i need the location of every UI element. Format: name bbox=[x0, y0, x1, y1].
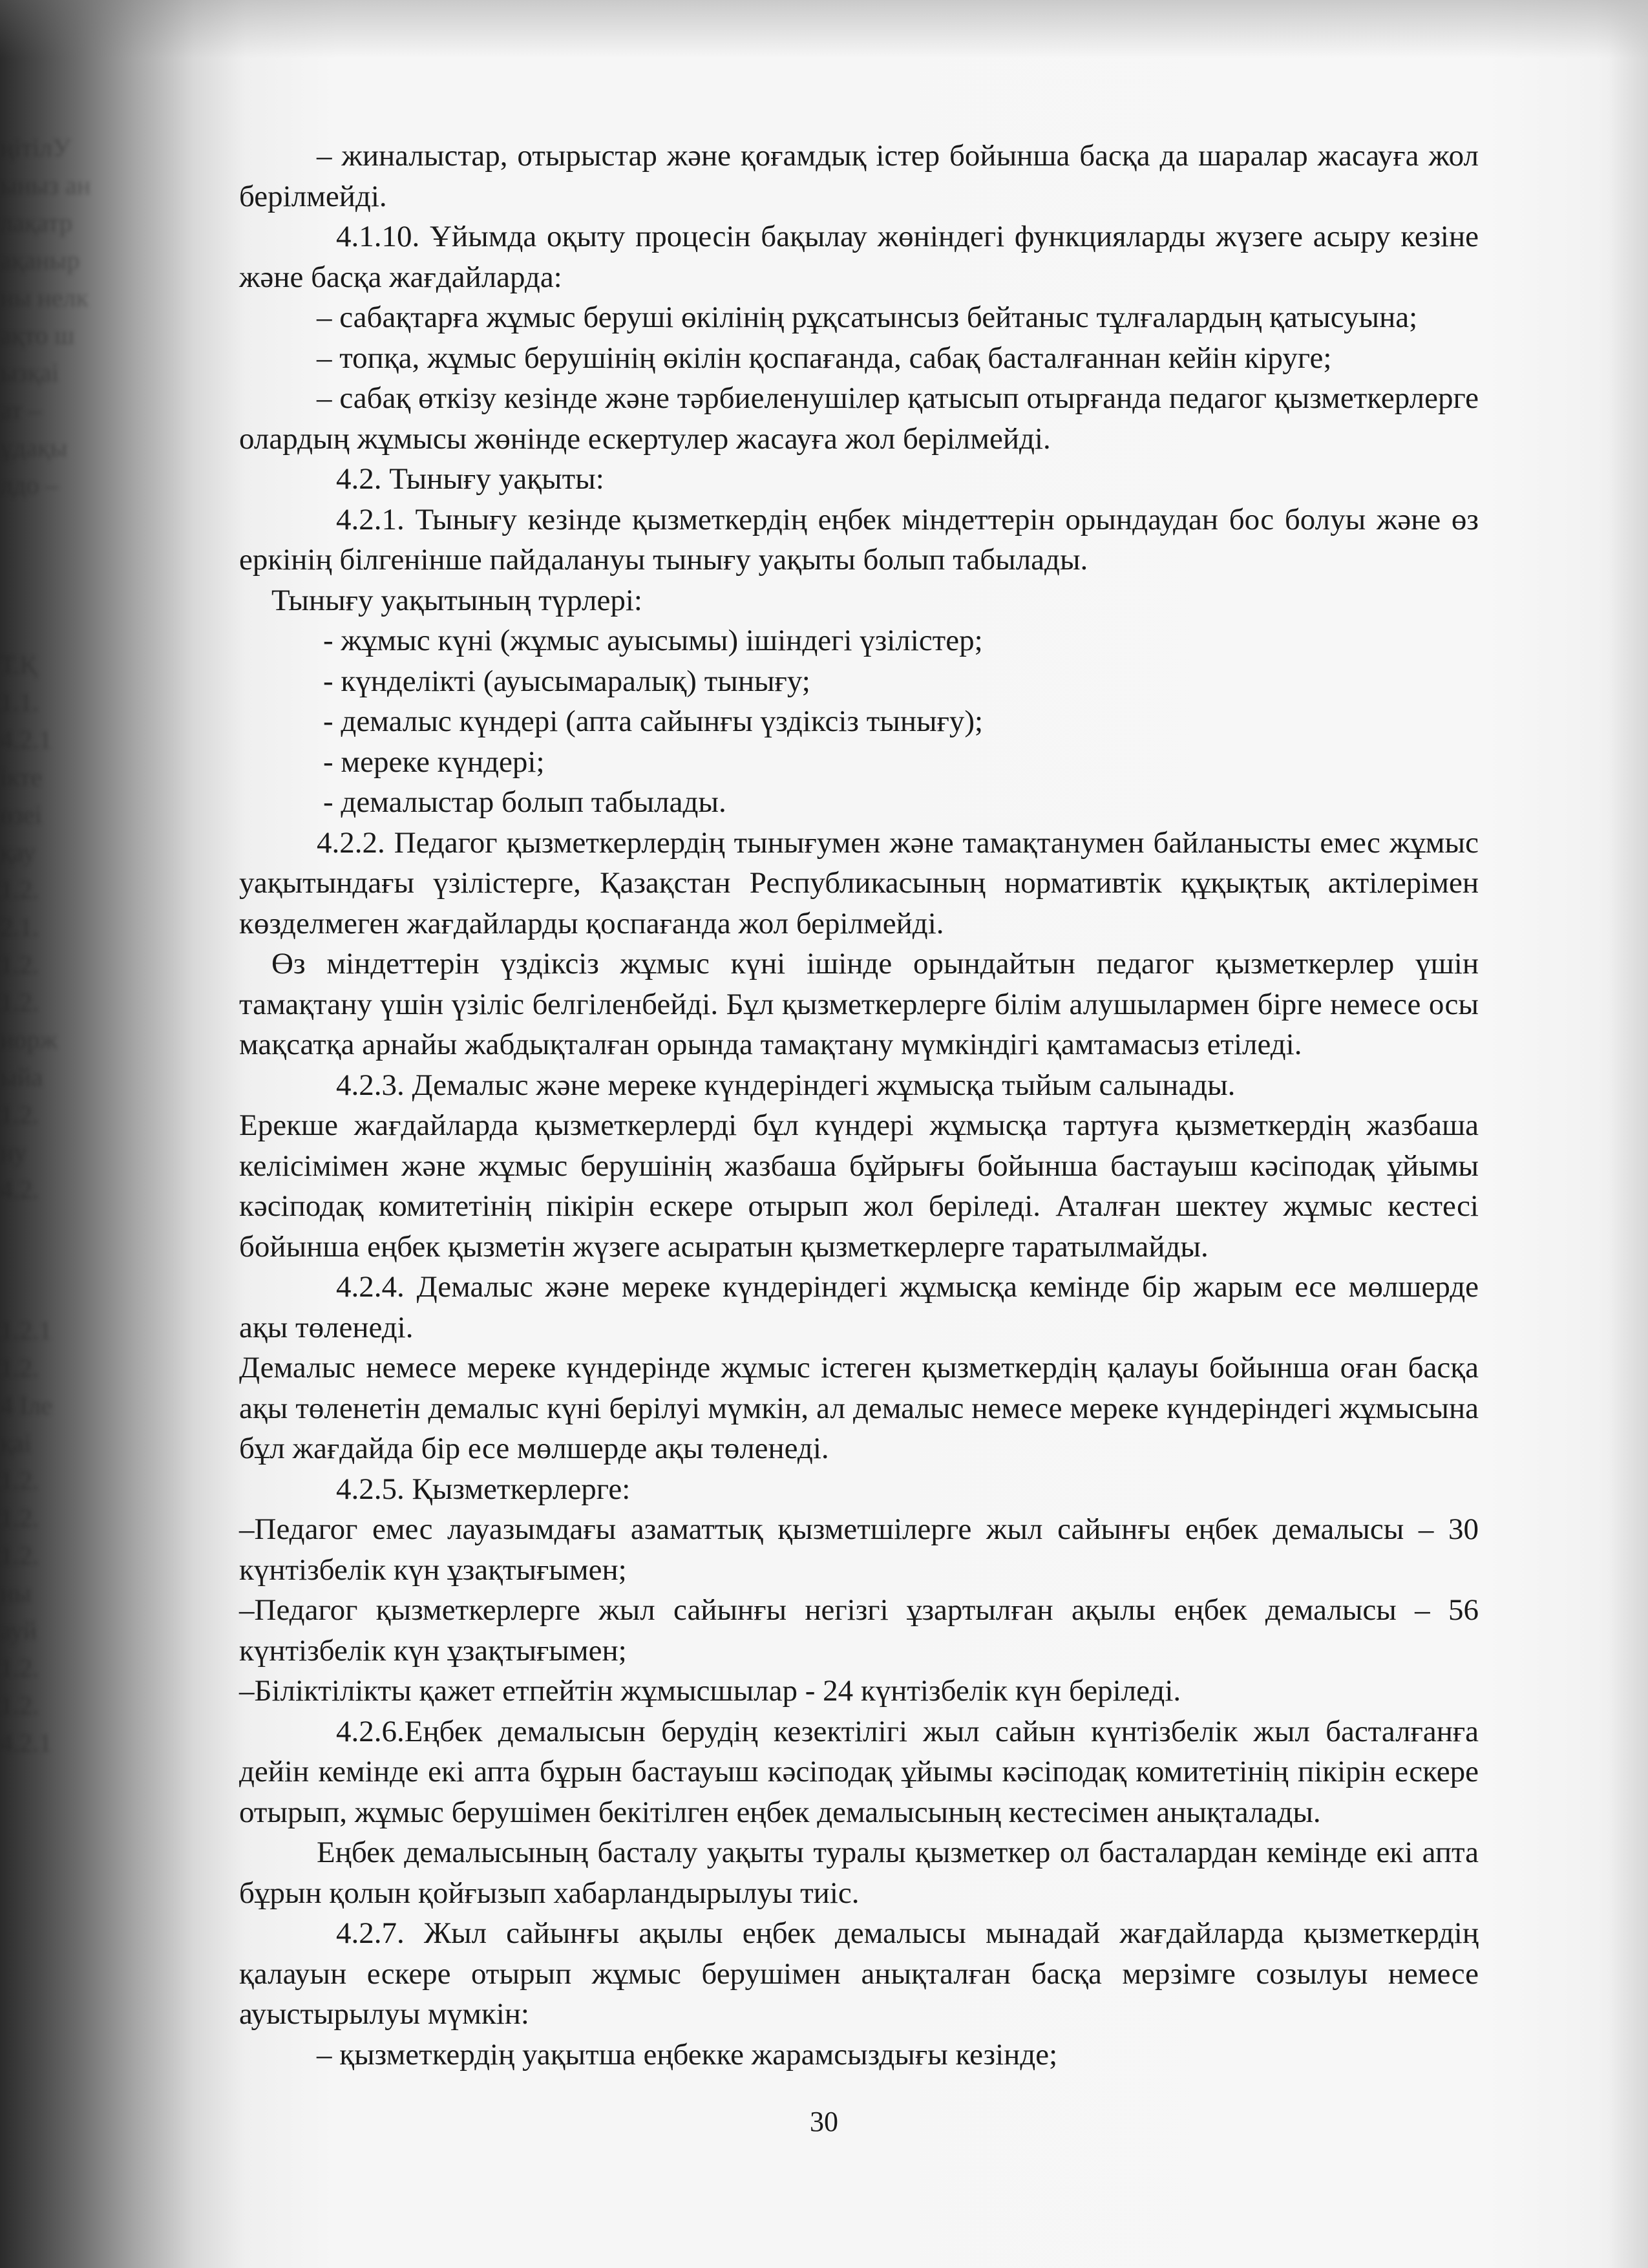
bleed-line: 1.2. bbox=[0, 1466, 39, 1495]
bleed-line: ыйа bbox=[0, 1063, 43, 1092]
bleed-line: 1.2. bbox=[0, 1503, 39, 1532]
bleed-line: 1.2. bbox=[0, 1100, 39, 1129]
page-right-edge bbox=[1609, 0, 1648, 2268]
bleed-line: 1.2. bbox=[0, 950, 39, 979]
bleed-line: 1.2. bbox=[0, 1653, 39, 1682]
list-item-late-entry: – топқа, жұмыс берушінің өкілін қоспағанда, сабақ басталғаннан кейін кіруге; bbox=[317, 341, 1332, 375]
bleed-line: ат – bbox=[0, 396, 42, 425]
rest-type-breaks: - жұмыс күні (жұмыс ауысымы) ішіндегі үзілістер; bbox=[323, 624, 983, 657]
clause-4-2-6: 4.2.6.Еңбек демалысын берудің кезектілігі жыл сайын күнтізбелік жыл басталғанға дейін кемінде екі апта бұрын бастауыш кәсіподақ ұйымы кәсіподақ комитетінің пікірін ескере отырып, жұмыс берушімен бекітілген еңбек демалысының кестесімен анықталады. bbox=[239, 1714, 1479, 1829]
bleed-line: қаі bbox=[0, 1428, 32, 1457]
bleed-line: ауй bbox=[0, 1616, 37, 1645]
section-4-2-heading: 4.2. Тынығу уақыты: bbox=[336, 462, 604, 496]
rest-type-daily: - күнделікті (ауысымаралық) тынығу; bbox=[323, 664, 810, 698]
bleed-line: ны нелк bbox=[0, 283, 89, 312]
bleed-line: 4.2.1 bbox=[0, 1728, 52, 1757]
bleed-line: 4.2.1 bbox=[0, 725, 52, 754]
bleed-line: 1.2. bbox=[0, 1691, 39, 1720]
rest-type-holidays: - мереке күндері; bbox=[323, 745, 545, 779]
bleed-line: ыныз ан bbox=[0, 171, 91, 200]
bleed-line: ақаныр bbox=[0, 246, 80, 275]
leave-teachers: –Педагог қызметкерлерге жыл сайынғы негізгі ұзартылған ақылы еңбек демалысы – 56 күнтізбелік күн ұзақтығымен; bbox=[239, 1593, 1479, 1668]
list-item-remarks: – сабақ өткізу кезінде және тәрбиеленушілер қатысып отырғанда педагог қызметкерлерге олардың жұмысы жөнінде ескертулер жасауға жол берілмейді. bbox=[239, 381, 1479, 456]
bleed-line: ікте bbox=[0, 763, 43, 792]
bleed-line: ызқаі bbox=[0, 358, 59, 387]
bleed-line: 1.2. bbox=[0, 1353, 39, 1383]
list-item-temporary-disability: – қызметкердің уақытша еңбекке жарамсыздығы кезінде; bbox=[317, 2037, 1058, 2072]
bleed-line: ақто ш bbox=[0, 321, 74, 350]
paragraph-exceptional-cases: Ерекше жағдайларда қызметкерлерді бұл күндері жұмысқа тартуға қызметкердің жазбаша келісімімен және жұмыс берушінің жазбаша бұйрығы бойынша бастауыш кәсіподақ ұйымы кәсіподақ комитетінің пікірін ескере отырып жол беріледі. Аталған шектеу жұмыс кестесі бойынша еңбек қызметін жүзеге асыратын қызметкерлерге таратылмайды. bbox=[239, 1108, 1479, 1264]
bleed-line: 1.2. bbox=[0, 875, 39, 904]
paragraph-day-off-compensation: Демалыс немесе мереке күндерінде жұмыс істеген қызметкердің қалауы бойынша оған басқа ақы төленетін демалыс күні берілуі мүмкін, ал демалыс немесе мереке күндеріндегі жұмысына бұл жағдайда бір есе мөлшерде ақы төленеді. bbox=[239, 1351, 1479, 1465]
clause-4-1-10: 4.1.10. Ұйымда оқыту процесін бақылау жөніндегі функцияларды жүзеге асыру кезіне және басқа жағдайларда: bbox=[239, 220, 1479, 294]
bleed-line: өзеі bbox=[0, 800, 42, 829]
bleed-line: 4.2. bbox=[0, 1175, 39, 1204]
clause-4-2-5: 4.2.5. Қызметкерлерге: bbox=[336, 1472, 631, 1506]
bleed-line: 1.2. bbox=[0, 988, 39, 1017]
clause-4-2-4: 4.2.4. Демалыс және мереке күндеріндегі жұмысқа кемінде бір жарым есе мөлшерде ақы төленеді. bbox=[239, 1270, 1479, 1344]
rest-types-heading: Тынығу уақытының түрлері: bbox=[271, 583, 642, 617]
page-top-shadow bbox=[0, 0, 1648, 58]
leave-unskilled-workers: –Біліктілікты қажет етпейтін жұмысшылар - 24 күнтізбелік күн беріледі. bbox=[239, 1674, 1181, 1708]
page-number: 30 bbox=[810, 2106, 838, 2137]
clause-4-2-7: 4.2.7. Жыл сайынғы ақылы еңбек демалысы мынадай жағдайларда қызметкердің қалауын ескере отырып жұмыс берушімен анықталған басқа мерзімге созылуы немесе ауыстырылуы мүмкін: bbox=[239, 1916, 1479, 2031]
clause-4-2-2: 4.2.2. Педагог қызметкерлердің тынығумен және тамақтанумен байланысты емес жұмыс уақытындағы үзілістерге, Қазақстан Республикасының нормативтік құқықтық актілерімен көзделмеген жағдайларды қоспағанда жол берілмейді. bbox=[239, 825, 1479, 940]
bleed-line: ңітілУ bbox=[0, 133, 71, 162]
bleed-line: ұдақы bbox=[0, 433, 68, 462]
document-body bbox=[239, 136, 1479, 2075]
bleed-line: ну bbox=[0, 1138, 27, 1167]
bleed-line: 1.2.1 bbox=[0, 1316, 52, 1345]
bleed-line: қау bbox=[0, 838, 36, 867]
leave-civil-servants: –Педагог емес лауазымдағы азаматтық қызметшілерге жыл сайынғы еңбек демалысы – 30 күнтізбелік күн ұзақтығымен; bbox=[239, 1512, 1479, 1587]
bleed-line: 1.1. bbox=[0, 688, 39, 717]
rest-type-vacations: - демалыстар болып табылады. bbox=[323, 785, 726, 819]
clause-4-2-3: 4.2.3. Демалыс және мереке күндеріндегі жұмысқа тыйым салынады. bbox=[336, 1068, 1236, 1102]
bleed-line: Т.Қ bbox=[0, 650, 37, 679]
facing-page-bleed bbox=[0, 129, 194, 2004]
bleed-line: 4 Іле bbox=[0, 1391, 53, 1420]
paragraph-meetings-restriction: – жиналыстар, отырыстар және қоғамдық істер бойынша басқа да шаралар жасауға жол берілмейді. bbox=[239, 139, 1479, 213]
paragraph-meal-breaks: Өз міндеттерін үздіксіз жұмыс күні ішінде орындайтын педагог қызметкерлер үшін тамақтану үшін үзіліс белгіленбейді. Бұл қызметкерлерге білім алушылармен бірге немесе осы мақсатқа арнайы жабдықталған орында тамақтану мүмкіндігі қамтамасыз етіледі. bbox=[239, 947, 1479, 1061]
bleed-line: ны bbox=[0, 1578, 32, 1607]
rest-type-weekly: - демалыс күндері (апта сайынғы үздіксіз тынығу); bbox=[323, 705, 984, 738]
bleed-line: 2.1. bbox=[0, 913, 39, 942]
paragraph-leave-notice: Еңбек демалысының басталу уақыты туралы қызметкер ол басталардан кемінде екі апта бұрын қолын қойғызып хабарландырылуы тиіс. bbox=[239, 1836, 1479, 1910]
bleed-line: 1.2. bbox=[0, 1541, 39, 1570]
list-item-outsiders: – сабақтарға жұмыс беруші өкілінің рұқсатынсыз бейтаныс тұлғалардың қатысуына; bbox=[317, 301, 1418, 334]
bleed-line: лдо – bbox=[0, 471, 59, 500]
bleed-line: иорж bbox=[0, 1025, 58, 1054]
clause-4-2-1: 4.2.1. Тынығу кезінде қызметкердің еңбек міндеттерін орындаудан бос болуы және өз еркінің білгенінше пайдалануы тынығу уақыты болып табылады. bbox=[239, 502, 1479, 577]
bleed-line: лақатр bbox=[0, 208, 72, 237]
